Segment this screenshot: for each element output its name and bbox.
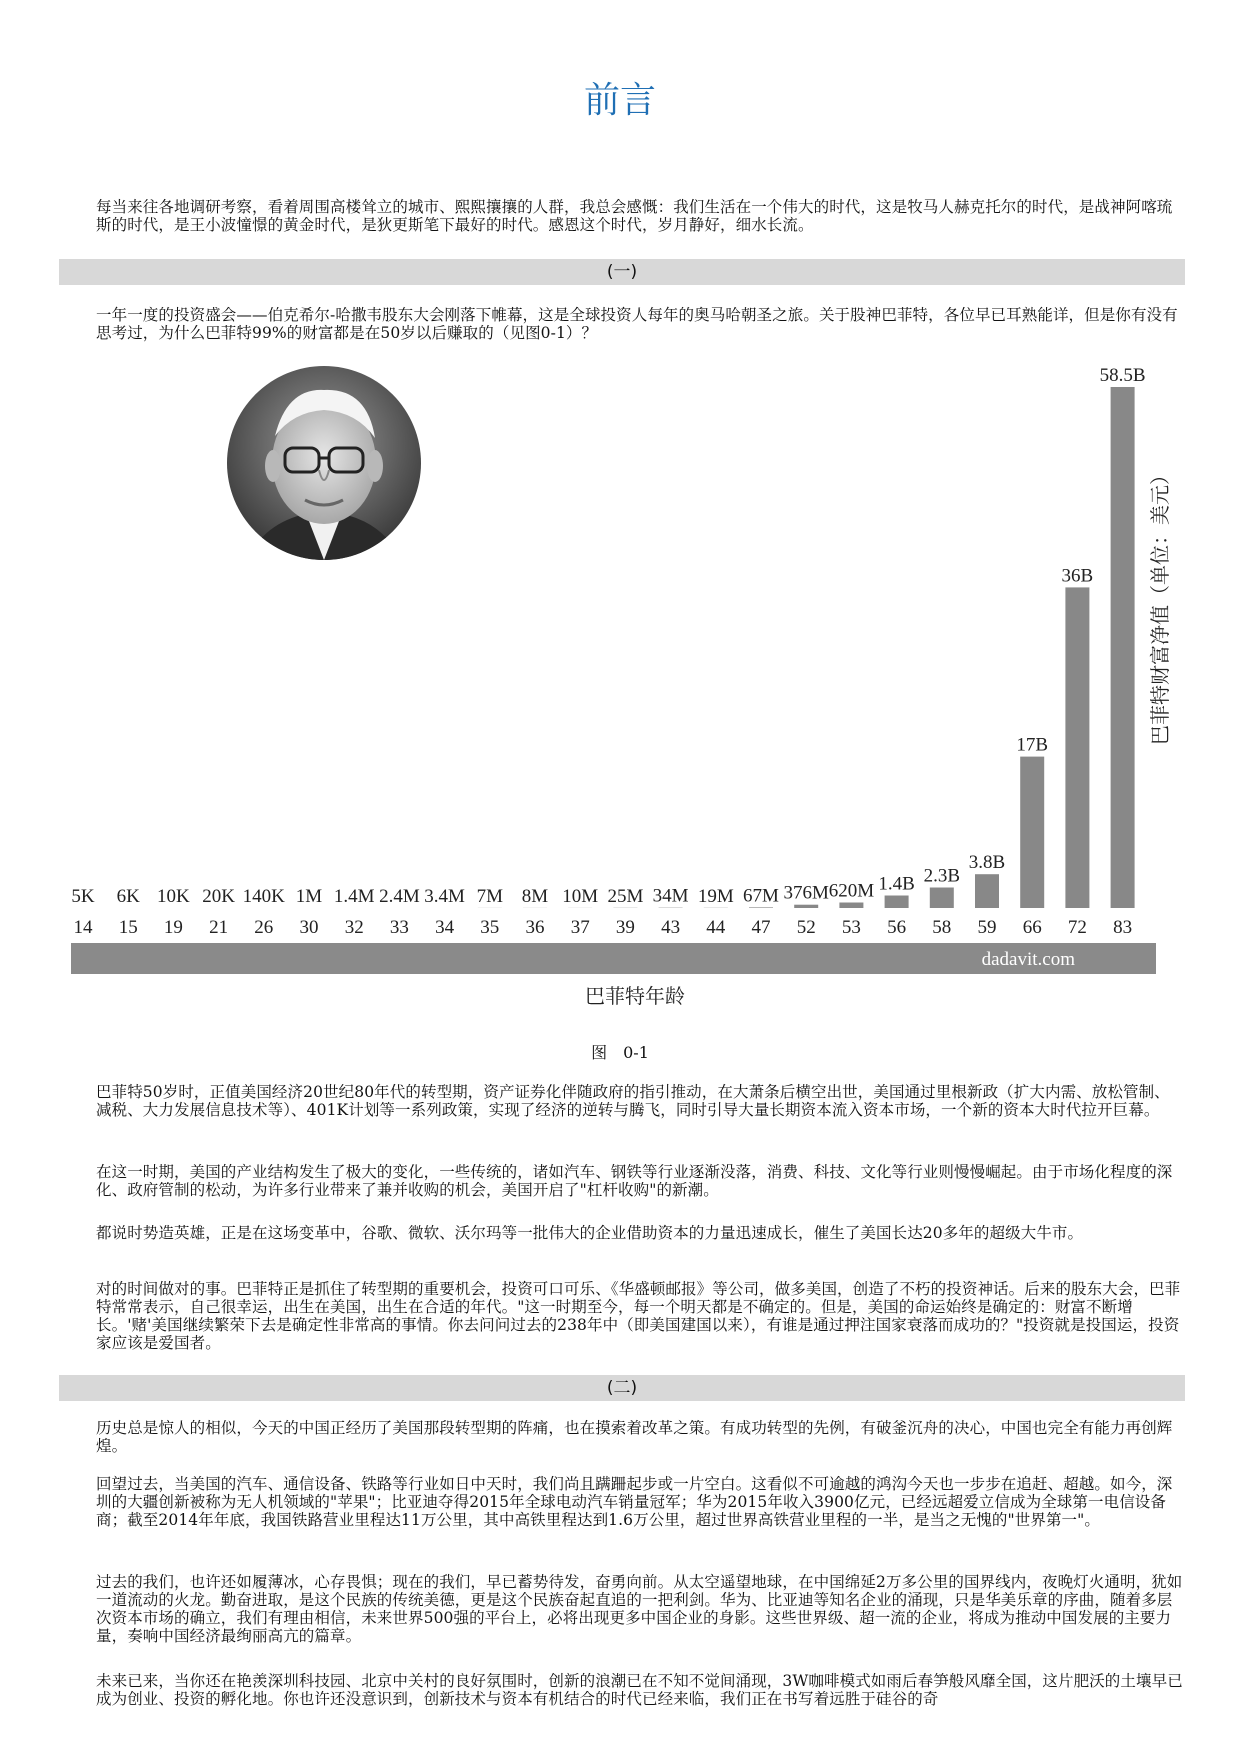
chart-age-tick-label: 14 — [73, 917, 93, 938]
section1-paragraph-1: 一年一度的投资盛会——伯克希尔-哈撒韦股东大会刚落下帷幕，这是全球投资人每年的奥马哈朝圣之旅。关于股神巴菲特，各位早已耳熟能详，但是你有没有思考过，为什么巴菲特99%的财富都是在50岁以后赚取的（见图0-1）？ — [96, 306, 1178, 342]
section2-paragraph-2: 回望过去，当美国的汽车、通信设备、铁路等行业如日中天时，我们尚且蹒跚起步或一片空白。这看似不可逾越的鸿沟今天也一步步在追赶、超越。如今，深圳的大疆创新被称为无人机领域的"苹果"；比亚迪夺得2015年全球电动汽车销量冠军；华为2015年收入3900亿元，已经远超爱立信成为全球第一电信设备商；截至2014年年底，我国铁路营业里程达11万公里，其中高铁里程达到1.6万公里，超过世界高铁营业里程的一半，是当之无愧的"世界第一"。 — [96, 1475, 1173, 1529]
chart-age-tick-label: 52 — [796, 917, 816, 938]
section1-paragraph-2: 巴菲特50岁时，正值美国经济20世纪80年代的转型期，资产证券化伴随政府的指引推动，在大萧条后横空出世，美国通过里根新政（扩大内需、放松管制、减税、大力发展信息技术等）、401K计划等一系列政策，实现了经济的逆转与腾飞，同时引导大量长期资本流入资本市场，一个新的资本大时代拉开巨幕。 — [96, 1083, 1170, 1119]
chart-value-label: 7M — [476, 885, 504, 907]
figure-caption: 图 0-1 — [591, 1043, 649, 1062]
chart-age-tick-label: 15 — [118, 917, 138, 938]
chart-age-tick-label: 36 — [525, 917, 545, 938]
chart-value-label: 25M — [607, 885, 644, 907]
chart-age-tick-label: 59 — [977, 917, 997, 938]
chart-value-label: 67M — [743, 885, 779, 907]
section-heading-2: (二) — [59, 1375, 1185, 1401]
section1-paragraph-5: 对的时间做对的事。巴菲特正是抓住了转型期的重要机会，投资可口可乐、《华盛顿邮报》等公司，做多美国，创造了不朽的投资神话。后来的股东大会，巴菲特常常表示，自己很幸运，出生在美国，出生在合适的年代。"这一时期至今，每一个明天都是不确定的。但是，美国的命运始终是确定的：财富不断增长。'赌'美国继续繁荣下去是确定性非常高的事情。你去问问过去的238年中（即美国建国以来），有谁是通过押注国家衰落而成功的？"投资就是投国运，投资家应该是爱国者。 — [96, 1280, 1181, 1352]
chart-bar — [794, 905, 818, 908]
chart-value-label: 10M — [562, 885, 599, 907]
chart-value-label: 2.4M — [379, 886, 420, 907]
chart-age-tick-label: 72 — [1067, 917, 1087, 938]
intro-paragraph: 每当来往各地调研考察，看着周围高楼耸立的城市、熙熙攘攘的人群，我总会感慨：我们生活在一个伟大的时代，这是牧马人赫克托尔的时代，是战神阿喀琉斯的时代，是王小波憧憬的黄金时代，是狄更斯笔下最好的时代。感恩这个时代，岁月静好，细水长流。 — [96, 198, 1173, 234]
chart-age-tick-label: 56 — [887, 917, 907, 938]
chart-value-label: 10K — [157, 886, 190, 907]
chart-bar — [1065, 587, 1089, 908]
chart-value-label: 1M — [295, 886, 323, 907]
chart-age-tick-label: 19 — [163, 917, 183, 938]
section1-paragraph-3: 在这一时期，美国的产业结构发生了极大的变化，一些传统的，诸如汽车、钢铁等行业逐渐没落，消费、科技、文化等行业则慢慢崛起。由于市场化程度的深化、政府管制的松动，为许多行业带来了兼并收购的机会，美国开启了"杠杆收购"的新潮。 — [96, 1163, 1173, 1199]
section2-paragraph-4: 未来已来，当你还在艳羡深圳科技园、北京中关村的良好氛围时，创新的浪潮已在不知不觉间涌现，3W咖啡模式如雨后春笋般风靡全国，这片肥沃的土壤早已成为创业、投资的孵化地。你也许还没意识到，创新技术与资本有机结合的时代已经来临，我们正在书写着远胜于硅谷的奇 — [96, 1672, 1183, 1708]
chart-value-label: 34M — [652, 885, 689, 907]
chart-age-tick-label: 35 — [480, 917, 500, 938]
chart-age-tick-label: 33 — [389, 917, 409, 938]
chart-value-label: 20K — [202, 886, 235, 907]
section2-paragraph-1: 历史总是惊人的相似，今天的中国正经历了美国那段转型期的阵痛，也在摸索着改革之策。有成功转型的先例，有破釜沉舟的决心，中国也完全有能力再创辉煌。 — [96, 1419, 1173, 1455]
chart-value-label: 17B — [1016, 734, 1049, 756]
chart-value-label: 3.8B — [968, 852, 1006, 874]
chart-bar — [975, 874, 999, 908]
chart-value-label: 58.5B — [1099, 365, 1146, 386]
chart-value-label: 3.4M — [424, 886, 465, 907]
chart-value-label: 36B — [1061, 565, 1094, 587]
chart-age-tick-label: 43 — [661, 917, 681, 938]
section-heading-1: (一) — [59, 259, 1185, 285]
chart-x-axis-label: 巴菲特年龄 — [585, 986, 685, 1008]
chart-age-tick-label: 66 — [1022, 917, 1042, 938]
chart-bar — [930, 888, 954, 909]
chart-value-label: 620M — [828, 880, 875, 902]
chart-value-label: 5K — [71, 886, 95, 907]
chart-age-tick-label: 26 — [254, 917, 274, 938]
chart-age-tick-label: 44 — [706, 917, 726, 938]
chart-age-tick-label: 58 — [932, 917, 952, 938]
chart-age-tick-label: 30 — [299, 917, 319, 938]
chart-value-label: 1.4M — [333, 886, 375, 907]
chart-age-tick-label: 32 — [344, 917, 364, 938]
chart-bar — [749, 907, 773, 908]
chart-value-label: 376M — [783, 882, 829, 904]
section1-paragraph-4: 都说时势造英雄，正是在这场变革中，谷歌、微软、沃尔玛等一批伟大的企业借助资本的力量迅速成长，催生了美国长达20多年的超级大牛市。 — [96, 1224, 1084, 1242]
chart-age-tick-label: 39 — [615, 917, 635, 938]
section2-paragraph-3: 过去的我们，也许还如履薄冰，心存畏惧；现在的我们，早已蓄势待发，奋勇向前。从太空遥望地球，在中国绵延2万多公里的国界线内，夜晚灯火通明，犹如一道流动的火龙。勤奋进取，是这个民族的传统美德，更是这个民族奋起直追的一把利剑。华为、比亚迪等知名企业的涌现，只是华美乐章的序曲，随着多层次资本市场的确立，我们有理由相信，未来世界500强的平台上，必将出现更多中国企业的身影。这些世界级、超一流的企业，将成为推动中国发展的主要力量，奏响中国经济最绚丽高亢的篇章。 — [96, 1573, 1183, 1645]
chart-age-tick-label: 47 — [751, 917, 771, 938]
page-title: 前言 — [583, 80, 656, 121]
chart-value-label: 1.4B — [878, 873, 915, 895]
chart-age-tick-label: 83 — [1113, 917, 1133, 938]
chart-value-label: 140K — [242, 886, 285, 907]
chart-bar — [839, 903, 863, 909]
chart-bar — [1111, 387, 1135, 908]
buffett-wealth-chart — [60, 355, 1180, 1015]
chart-age-tick-label: 34 — [435, 917, 455, 938]
chart-age-tick-label: 21 — [209, 917, 229, 938]
chart-age-tick-label: 53 — [841, 917, 861, 938]
chart-age-tick-label: 37 — [570, 917, 590, 938]
chart-value-label: 6K — [116, 886, 140, 907]
chart-bar — [1020, 757, 1044, 908]
chart-value-label: 2.3B — [923, 865, 961, 887]
chart-bar — [885, 896, 909, 909]
chart-value-label: 19M — [697, 885, 734, 907]
chart-value-label: 8M — [521, 885, 549, 907]
chart-watermark: dadavit.com — [981, 949, 1075, 970]
chart-y-axis-label: 巴菲特财富净值（单位：美元） — [1150, 465, 1172, 745]
